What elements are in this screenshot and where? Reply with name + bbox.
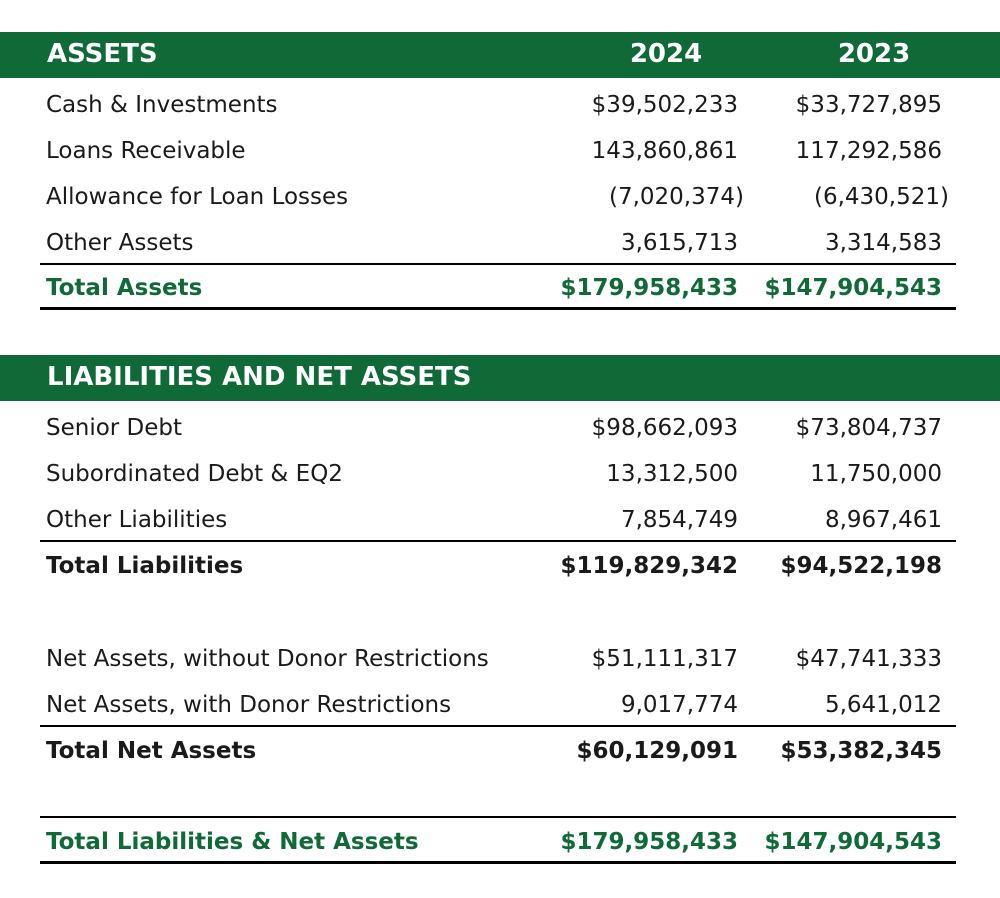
liabilities-row-other	[0, 499, 1000, 545]
value-2023: (6,430,521)	[813, 184, 949, 210]
net-assets-row-without	[0, 638, 1000, 684]
row-label: Allowance for Loan Losses	[46, 184, 349, 210]
value-2023: $33,727,895	[795, 92, 942, 118]
subtotal-rule	[40, 263, 956, 265]
row-label: Other Assets	[46, 230, 194, 256]
row-label: Net Assets, without Donor Restrictions	[46, 646, 489, 672]
value-2024: $51,111,317	[591, 646, 738, 672]
liabilities-header	[0, 355, 1000, 401]
row-label: Cash & Investments	[46, 92, 278, 118]
liabilities-row-subordinated	[0, 453, 1000, 499]
value-2023: 117,292,586	[795, 138, 942, 164]
grand-total-value-2024: $179,958,433	[560, 829, 738, 855]
row-label: Net Assets, with Donor Restrictions	[46, 692, 452, 718]
grand-total-value-2023: $147,904,543	[764, 829, 942, 855]
grand-total-label: Total Liabilities & Net Assets	[46, 829, 419, 855]
value-2024: $39,502,233	[591, 92, 738, 118]
row-label: Subordinated Debt & EQ2	[46, 461, 343, 487]
value-2023: 11,750,000	[810, 461, 942, 487]
value-2024: 9,017,774	[620, 692, 738, 718]
assets-title: ASSETS	[47, 39, 158, 69]
value-2024: (7,020,374)	[608, 184, 744, 210]
total-net-assets-row	[0, 730, 1000, 776]
assets-row-cash	[0, 84, 1000, 130]
total-value-2024: $60,129,091	[576, 738, 738, 764]
assets-row-allowance	[0, 176, 1000, 222]
total-label: Total Liabilities	[46, 553, 244, 579]
year-2024-header: 2024	[629, 39, 703, 69]
assets-header	[0, 32, 1000, 78]
grand-total-top-rule	[40, 816, 956, 818]
subtotal-rule	[40, 725, 956, 727]
value-2024: 143,860,861	[591, 138, 738, 164]
row-label: Other Liabilities	[46, 507, 228, 533]
total-value-2024: $179,958,433	[560, 275, 738, 301]
value-2023: 5,641,012	[824, 692, 942, 718]
total-value-2023: $94,522,198	[780, 553, 942, 579]
total-value-2023: $53,382,345	[780, 738, 942, 764]
total-rule	[40, 307, 956, 310]
row-label: Loans Receivable	[46, 138, 246, 164]
year-2023-header: 2023	[837, 39, 911, 69]
liabilities-row-senior-debt	[0, 407, 1000, 453]
subtotal-rule	[40, 540, 956, 542]
value-2023: 8,967,461	[824, 507, 942, 533]
value-2024: 3,615,713	[620, 230, 738, 256]
grand-total-bottom-rule	[40, 861, 956, 864]
total-liabilities-row	[0, 545, 1000, 591]
assets-row-loans	[0, 130, 1000, 176]
total-value-2023: $147,904,543	[764, 275, 942, 301]
total-label: Total Assets	[46, 275, 203, 301]
value-2024: 7,854,749	[620, 507, 738, 533]
assets-row-other	[0, 222, 1000, 268]
value-2024: 13,312,500	[606, 461, 738, 487]
value-2023: 3,314,583	[824, 230, 942, 256]
net-assets-row-with	[0, 684, 1000, 730]
total-label: Total Net Assets	[46, 738, 257, 764]
total-value-2024: $119,829,342	[560, 553, 738, 579]
value-2023: $47,741,333	[795, 646, 942, 672]
row-label: Senior Debt	[46, 415, 183, 441]
liabilities-title: LIABILITIES AND NET ASSETS	[47, 362, 472, 392]
value-2023: $73,804,737	[795, 415, 942, 441]
value-2024: $98,662,093	[591, 415, 738, 441]
